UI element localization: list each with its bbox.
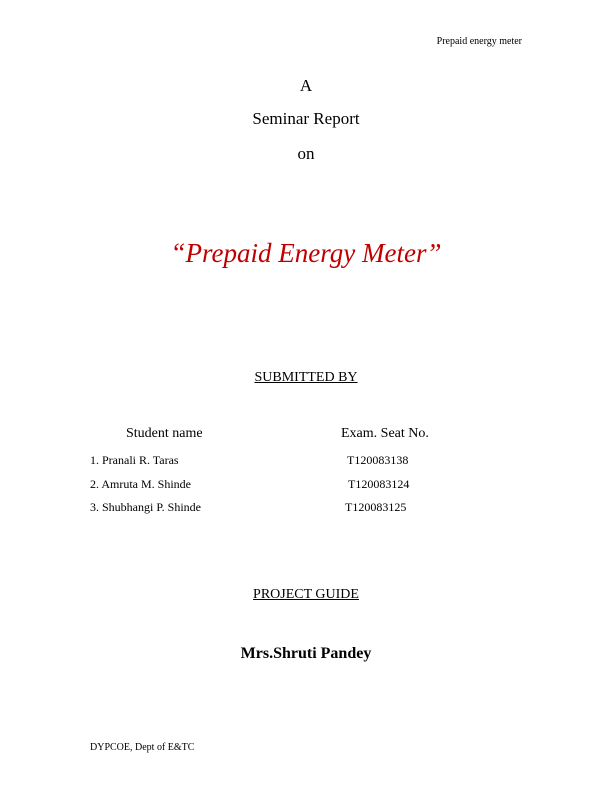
project-guide-heading: PROJECT GUIDE xyxy=(253,587,359,602)
student-seat-number: T120083125 xyxy=(345,500,407,514)
student-seat-number: T120083124 xyxy=(348,477,410,491)
page-footer: DYPCOE, Dept of E&TC xyxy=(90,742,195,753)
student-row xyxy=(0,500,612,518)
cover-line-a: A xyxy=(299,76,313,95)
cover-line-on: on xyxy=(297,144,315,163)
submitted-by-heading: SUBMITTED BY xyxy=(254,370,358,385)
student-name-column-header: Student name xyxy=(126,426,203,441)
running-header: Prepaid energy meter xyxy=(436,36,522,47)
student-row xyxy=(0,477,612,495)
student-name: 3. Shubhangi P. Shinde xyxy=(90,500,202,514)
report-title: “Prepaid Energy Meter” xyxy=(170,238,442,268)
exam-seat-column-header: Exam. Seat No. xyxy=(341,426,429,441)
student-row xyxy=(0,453,612,471)
student-name: 2. Amruta M. Shinde xyxy=(90,477,191,491)
student-name: 1. Pranali R. Taras xyxy=(90,453,179,467)
student-seat-number: T120083138 xyxy=(347,453,409,467)
cover-line-seminar-report: Seminar Report xyxy=(252,109,360,128)
guide-name: Mrs.Shruti Pandey xyxy=(240,645,372,662)
